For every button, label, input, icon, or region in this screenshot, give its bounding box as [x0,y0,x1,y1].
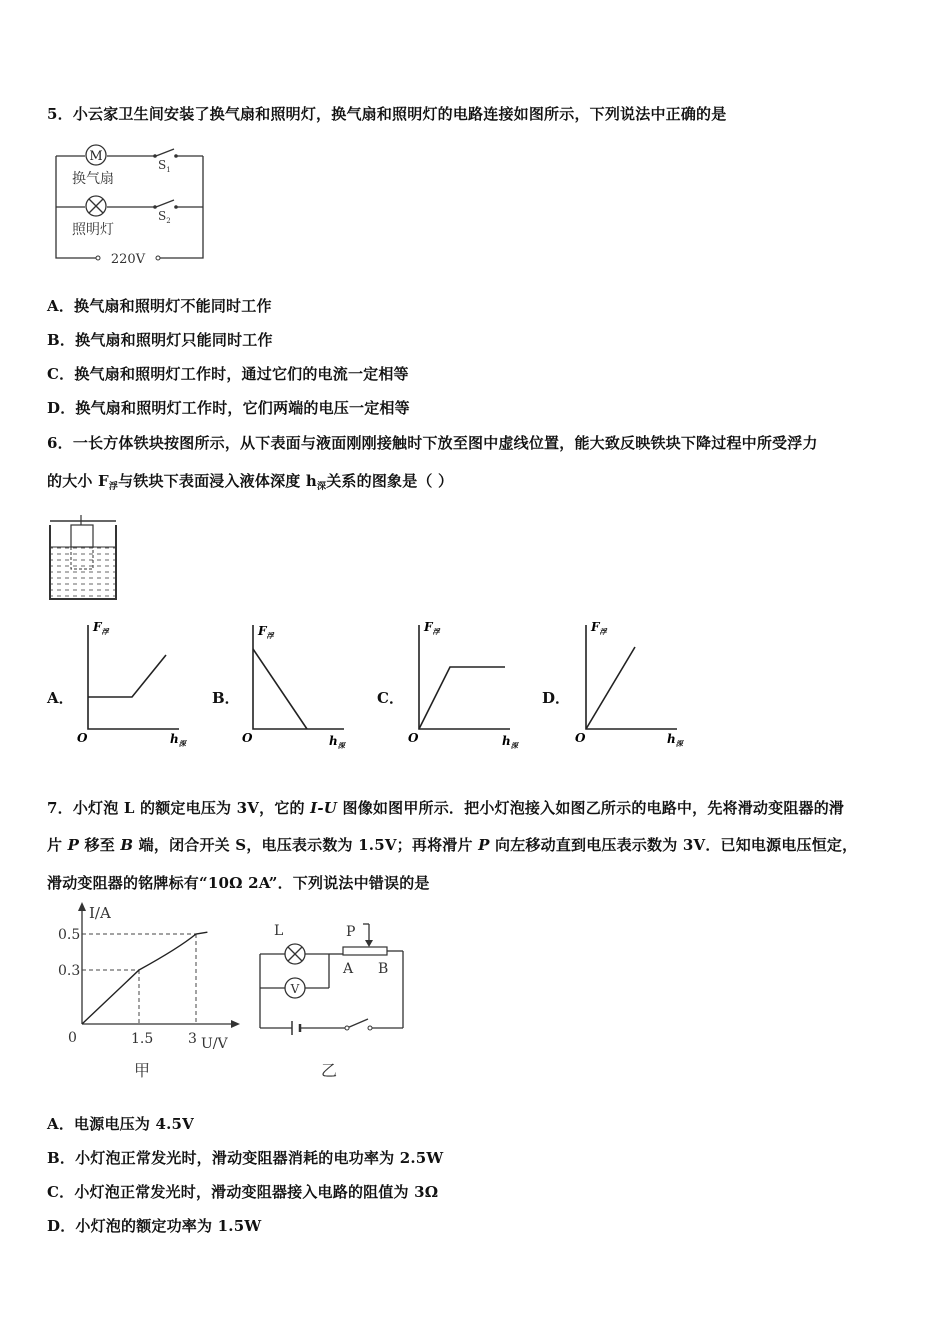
graph-d-y-label: $F_浮$ [591,620,607,636]
graph-d-curve [586,647,635,729]
graph-a-y-label: $F_浮$ [93,620,109,636]
graph-c-y-label: $F_浮$ [424,620,440,636]
iu-origin-label: 0 [68,1030,77,1046]
q7-iu-graph [50,900,250,1085]
q6-beaker-figure [48,515,123,603]
q7-option-c: C．小灯泡正常发光时，滑动变阻器接入电路的阻值为 3Ω [47,1183,439,1201]
q7-circuit-figure [255,918,415,1083]
graph-b-x-label: $h_深$ [329,734,345,750]
q5-option-a: A．换气扇和照明灯不能同时工作 [47,297,272,315]
lamp-label: 照明灯 [72,222,114,238]
q5-option-c: C．换气扇和照明灯工作时，通过它们的电流一定相等 [47,365,409,383]
circuit-caption: 乙 [321,1061,338,1080]
graph-a-x-label: $h_深$ [170,732,186,748]
iu-x-tick-label: 3 [188,1031,197,1047]
graph-b-y-label: $F_浮$ [258,624,274,640]
end-b-label: B [378,961,389,977]
switch-s2-label: $S_2$ [158,209,171,225]
iu-curve [82,932,207,1024]
switch-s1-label: $S_1$ [158,158,171,174]
q6-option-a-label: A． [47,689,74,707]
voltmeter-label: V [290,982,300,996]
q7-option-b: B．小灯泡正常发光时，滑动变阻器消耗的电功率为 2.5W [47,1149,444,1167]
iu-x-axis-label: U/V [201,1036,228,1052]
graph-b-curve [253,649,307,729]
graph-d-x-label: $h_深$ [667,732,683,748]
graph-b-origin: O [242,731,253,745]
graph-c-origin: O [408,731,419,745]
q6-option-d-label: D． [542,689,571,707]
rheostat [343,947,387,955]
graph-d-origin: O [575,731,586,745]
graph-c-curve [419,667,505,729]
slider-p-label: P [346,924,356,940]
voltage-label: 220V [110,252,146,267]
graph-a-curve [88,655,166,697]
q6-stem-line2: 的大小 $F_浮$与铁块下表面浸入液体深度 $h_深$关系的图象是（ ） [47,472,454,492]
motor-label: M [89,149,103,164]
q6-option-c-label: C． [377,689,404,707]
q6-graph-d [570,615,690,750]
iu-y-tick-label: 0.5 [58,927,81,943]
q5-option-d: D．换气扇和照明灯工作时，它们两端的电压一定相等 [47,399,410,417]
q5-option-b: B．换气扇和照明灯只能同时工作 [47,331,273,349]
slider-p [365,940,373,947]
q6-option-b-label: B． [212,689,240,707]
q6-stem-line1: 6．一长方体铁块按图所示，从下表面与液面刚刚接触时下放至图中虚线位置，能大致反映铁块下降过程中所受浮力 [47,434,818,452]
q7-stem-line2: 片 P 移至 B 端，闭合开关 S，电压表示数为 1.5V；再将滑片 P 向左移动直到电压表示数为 3V．已知电源电压恒定， [47,836,858,854]
q7-stem-line1: 7．小灯泡 L 的额定电压为 3V，它的 I-U 图像如图甲所示．把小灯泡接入如图乙所示的电路中，先将滑动变阻器的滑 [47,799,845,817]
q5-stem: 5．小云家卫生间安装了换气扇和照明灯，换气扇和照明灯的电路连接如图所示，下列说法中正确的是 [47,105,727,123]
q6-graph-b [237,615,357,750]
q6-graph-a [72,615,192,750]
end-a-label: A [343,961,354,977]
graph-a-origin: O [77,731,88,745]
q7-option-d: D．小灯泡的额定功率为 1.5W [47,1217,262,1235]
fan-label: 换气扇 [72,171,114,187]
iu-caption: 甲 [134,1061,151,1080]
q7-stem-line3: 滑动变阻器的铭牌标有“10Ω 2A”．下列说法中错误的是 [47,874,430,892]
q6-graph-c [403,615,523,750]
iu-x-tick-label: 1.5 [131,1031,154,1047]
q7-option-a: A．电源电压为 4.5V [47,1115,194,1133]
graph-c-x-label: $h_深$ [502,734,518,750]
iu-y-tick-label: 0.3 [58,963,81,979]
iron-block [71,525,93,547]
iu-y-axis-label: I/A [89,904,111,922]
lamp-l-label: L [274,923,284,939]
q5-circuit-figure [48,140,213,270]
